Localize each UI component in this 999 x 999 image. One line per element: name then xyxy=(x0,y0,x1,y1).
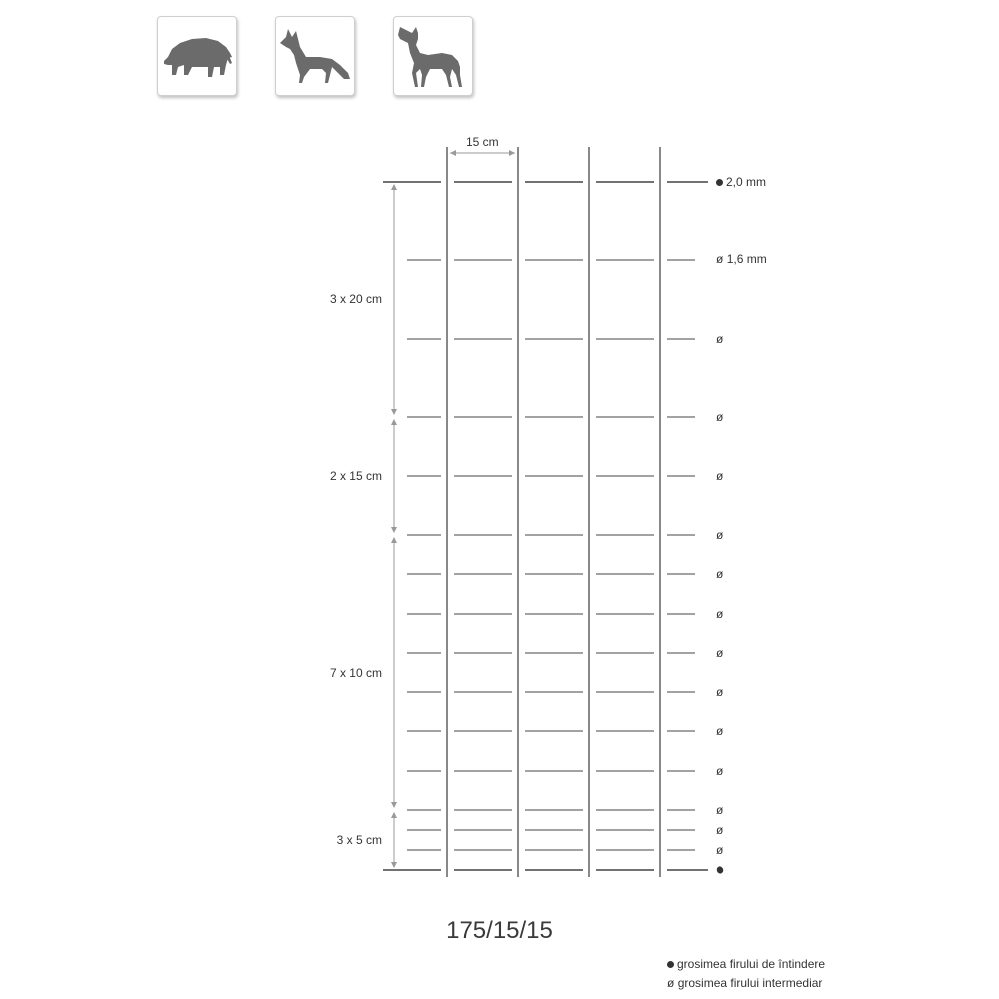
arrow-up-icon xyxy=(391,419,397,425)
arrow-up-icon xyxy=(391,812,397,818)
wire-label-tension: 2,0 mm xyxy=(716,175,766,189)
diameter-icon: ø xyxy=(716,332,724,346)
diameter-icon: ø xyxy=(716,764,724,778)
diameter-icon: ø xyxy=(716,823,724,837)
section-label-4: 3 x 5 cm xyxy=(336,833,382,847)
diameter-icon: ø xyxy=(716,528,724,542)
filled-diameter-icon xyxy=(666,960,675,969)
diameter-icon: ø xyxy=(716,803,724,817)
wire-label-intermediate: ø 1,6 mm xyxy=(716,252,767,266)
section-label-2: 2 x 15 cm xyxy=(329,469,382,483)
diameter-icon: ø xyxy=(716,607,724,621)
arrow-down-icon xyxy=(391,409,397,415)
diameter-icon: ø xyxy=(716,685,724,699)
diameter-icon: ø xyxy=(716,469,724,483)
diameter-icon: ø xyxy=(716,567,724,581)
diameter-icon: ø xyxy=(716,843,724,857)
section-label-3: 7 x 10 cm xyxy=(329,666,382,680)
filled-diameter-icon xyxy=(716,866,724,875)
spacing-label: 15 cm xyxy=(466,135,499,149)
arrow-down-icon xyxy=(391,802,397,808)
filled-diameter-icon xyxy=(715,178,724,187)
diameter-icon: ø xyxy=(716,646,724,660)
legend-tension: grosimea firului de întindere xyxy=(667,957,825,971)
arrow-up-icon xyxy=(391,537,397,543)
diameter-icon: ø xyxy=(716,724,724,738)
arrow-down-icon xyxy=(391,527,397,533)
arrow-down-icon xyxy=(391,862,397,868)
arrow-right-icon xyxy=(509,150,515,156)
model-title: 175/15/15 xyxy=(446,917,553,944)
arrow-left-icon xyxy=(450,150,456,156)
arrow-up-icon xyxy=(391,184,397,190)
legend-intermediate: ø grosimea firului intermediar xyxy=(667,976,823,990)
section-label-1: 3 x 20 cm xyxy=(329,292,382,306)
diameter-icon: ø xyxy=(716,410,724,424)
